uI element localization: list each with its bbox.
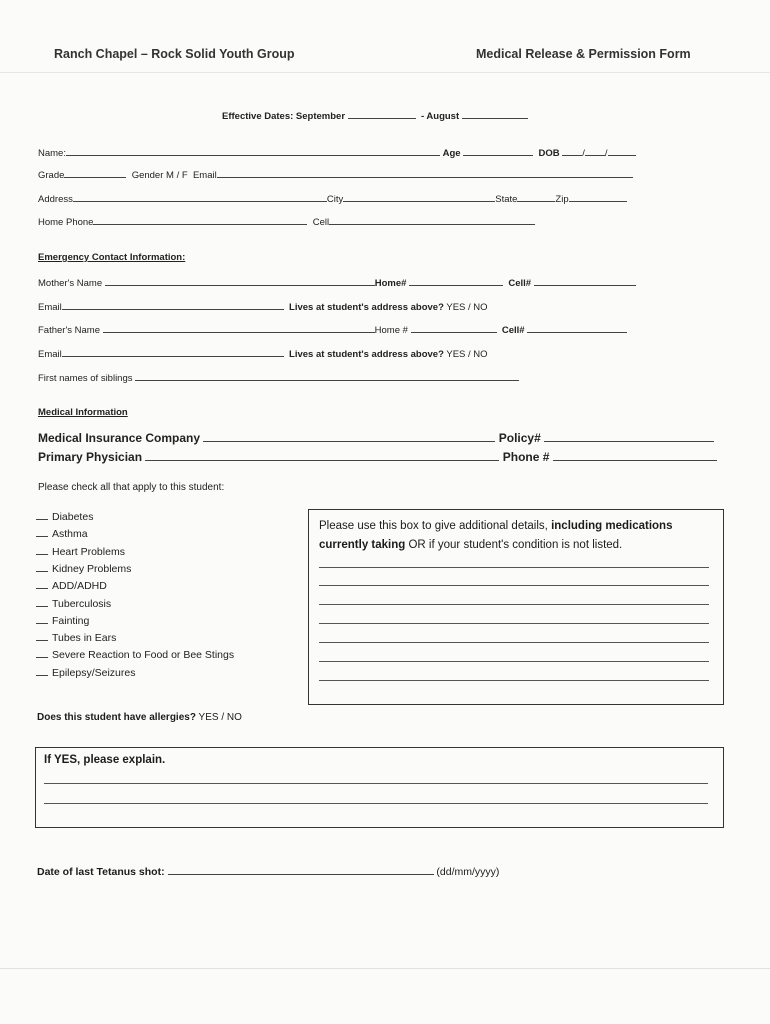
condition-item bbox=[36, 648, 234, 661]
father-email-field[interactable] bbox=[62, 347, 284, 357]
condition-item bbox=[36, 614, 89, 627]
father-row bbox=[38, 323, 627, 336]
scan-fold-line bbox=[0, 968, 770, 969]
details-text-4: OR if your student's condition is not listed. bbox=[408, 539, 623, 551]
allergy-line[interactable] bbox=[44, 803, 708, 804]
siblings-row bbox=[38, 371, 519, 384]
condition-label: Diabetes bbox=[52, 511, 94, 523]
condition-checkbox[interactable] bbox=[36, 631, 48, 641]
details-box-instructions bbox=[319, 517, 715, 555]
details-line[interactable] bbox=[319, 604, 709, 605]
allergy-line[interactable] bbox=[44, 783, 708, 784]
grade-field[interactable] bbox=[64, 168, 126, 178]
condition-item bbox=[36, 666, 135, 679]
condition-checkbox[interactable] bbox=[36, 562, 48, 572]
mother-name-field[interactable] bbox=[105, 276, 375, 286]
address-row bbox=[38, 192, 627, 205]
father-cell-field[interactable] bbox=[527, 323, 627, 333]
mother-email-row bbox=[38, 300, 488, 313]
state-label: State bbox=[495, 194, 518, 205]
zip-label: Zip bbox=[555, 194, 569, 205]
city-field[interactable] bbox=[343, 192, 495, 202]
details-line[interactable] bbox=[319, 623, 709, 624]
dob-label: DOB bbox=[538, 148, 560, 159]
details-line[interactable] bbox=[319, 661, 709, 662]
phone-label: Phone # bbox=[502, 450, 550, 464]
condition-label: Severe Reaction to Food or Bee Stings bbox=[52, 649, 235, 662]
father-home-field[interactable] bbox=[411, 323, 497, 333]
physician-field[interactable] bbox=[145, 450, 499, 461]
allergy-row bbox=[37, 712, 242, 723]
medical-info-heading: Medical Information bbox=[38, 407, 128, 418]
details-text-2: including medications bbox=[551, 520, 673, 532]
details-line[interactable] bbox=[319, 567, 709, 568]
august-year-field[interactable] bbox=[462, 109, 528, 119]
physician-label: Primary Physician bbox=[38, 450, 143, 464]
emergency-contact-heading: Emergency Contact Information: bbox=[38, 252, 186, 263]
state-field[interactable] bbox=[517, 192, 555, 202]
tetanus-label: Date of last Tetanus shot: bbox=[37, 866, 165, 878]
mother-cell-label: Cell# bbox=[508, 278, 532, 289]
allergy-explain-box[interactable] bbox=[35, 747, 724, 828]
name-row bbox=[38, 146, 636, 159]
dob-separator-1: / bbox=[582, 148, 585, 159]
condition-checkbox[interactable] bbox=[36, 666, 48, 676]
dob-separator-2: / bbox=[604, 148, 608, 159]
condition-label: Asthma bbox=[52, 528, 88, 541]
effective-dates-label: Effective Dates: September bbox=[222, 111, 346, 122]
details-line[interactable] bbox=[319, 642, 709, 643]
condition-label: Epilepsy/Seizures bbox=[52, 666, 136, 679]
condition-item bbox=[36, 510, 93, 523]
father-cell-label: Cell# bbox=[501, 325, 525, 336]
condition-item bbox=[36, 579, 107, 592]
tetanus-format: (dd/mm/yyyy) bbox=[436, 866, 500, 878]
zip-field[interactable] bbox=[569, 192, 627, 202]
condition-label: Kidney Problems bbox=[52, 562, 132, 575]
allergy-explain-label: If YES, please explain. bbox=[44, 754, 166, 766]
dob-year-field[interactable] bbox=[608, 146, 636, 156]
city-label: City bbox=[326, 194, 344, 205]
details-line[interactable] bbox=[319, 585, 709, 586]
tetanus-row bbox=[37, 864, 499, 878]
details-line[interactable] bbox=[319, 680, 709, 681]
father-email-row bbox=[38, 347, 488, 360]
condition-label: Tubes in Ears bbox=[52, 632, 117, 645]
name-field[interactable] bbox=[66, 146, 440, 156]
father-lives-yes-no[interactable]: YES / NO bbox=[446, 349, 488, 360]
name-label: Name: bbox=[38, 148, 66, 159]
additional-details-box[interactable] bbox=[308, 509, 724, 705]
check-instruction: Please check all that apply to this student: bbox=[38, 482, 225, 493]
condition-checkbox[interactable] bbox=[36, 614, 48, 624]
condition-label: Tuberculosis bbox=[52, 597, 112, 610]
condition-checkbox[interactable] bbox=[36, 527, 48, 537]
physician-row bbox=[38, 450, 717, 464]
scan-fold-line bbox=[0, 72, 770, 73]
mother-home-field[interactable] bbox=[409, 276, 503, 286]
dob-month-field[interactable] bbox=[562, 146, 582, 156]
grade-row bbox=[38, 168, 633, 181]
mother-lives-yes-no[interactable]: YES / NO bbox=[446, 302, 488, 313]
mother-home-label: Home# bbox=[374, 278, 407, 289]
phone-row bbox=[38, 215, 535, 228]
father-home-label: Home # bbox=[374, 325, 408, 336]
allergy-yes-no[interactable]: YES / NO bbox=[198, 712, 242, 723]
insurance-label: Medical Insurance Company bbox=[38, 431, 201, 445]
siblings-field[interactable] bbox=[135, 371, 519, 381]
gender-label[interactable]: Gender M / F bbox=[131, 170, 188, 181]
condition-checkbox[interactable] bbox=[36, 579, 48, 589]
cell-label: Cell bbox=[312, 217, 330, 228]
condition-label: Fainting bbox=[52, 614, 90, 627]
address-label: Address bbox=[38, 194, 73, 205]
form-title: Medical Release & Permission Form bbox=[476, 47, 691, 61]
home-phone-label: Home Phone bbox=[38, 217, 94, 228]
condition-label: ADD/ADHD bbox=[52, 580, 107, 593]
condition-checkbox[interactable] bbox=[36, 597, 48, 607]
tetanus-date-field[interactable] bbox=[168, 864, 434, 875]
age-label: Age bbox=[442, 148, 461, 159]
condition-item bbox=[36, 597, 111, 610]
father-name-label: Father's Name bbox=[38, 325, 101, 336]
mother-row bbox=[38, 276, 636, 289]
condition-item bbox=[36, 527, 88, 540]
insurance-field[interactable] bbox=[203, 431, 495, 442]
address-field[interactable] bbox=[73, 192, 327, 202]
mother-email-field[interactable] bbox=[62, 300, 284, 310]
insurance-row bbox=[38, 431, 714, 445]
dob-day-field[interactable] bbox=[585, 146, 605, 156]
siblings-label: First names of siblings bbox=[38, 373, 133, 384]
details-text-1: Please use this box to give additional details, bbox=[319, 520, 548, 532]
condition-item bbox=[36, 545, 125, 558]
father-email-label: Email bbox=[38, 349, 62, 360]
email-label: Email bbox=[192, 170, 217, 181]
condition-checkbox[interactable] bbox=[36, 648, 48, 658]
condition-checkbox[interactable] bbox=[36, 545, 48, 555]
august-label: - August bbox=[420, 111, 460, 122]
condition-item bbox=[36, 631, 116, 644]
mother-name-label: Mother's Name bbox=[38, 278, 103, 289]
church-group-title: Ranch Chapel – Rock Solid Youth Group bbox=[54, 47, 295, 61]
condition-label: Heart Problems bbox=[52, 545, 125, 558]
mother-lives-label: Lives at student's address above? bbox=[289, 302, 444, 313]
physician-phone-field[interactable] bbox=[553, 450, 717, 461]
age-field[interactable] bbox=[463, 146, 533, 156]
father-lives-label: Lives at student's address above? bbox=[289, 349, 444, 360]
condition-checkbox[interactable] bbox=[36, 510, 48, 520]
policy-field[interactable] bbox=[544, 431, 714, 442]
cell-field[interactable] bbox=[329, 215, 535, 225]
home-phone-field[interactable] bbox=[93, 215, 307, 225]
allergy-question: Does this student have allergies? bbox=[37, 712, 196, 723]
father-name-field[interactable] bbox=[103, 323, 375, 333]
policy-label: Policy# bbox=[498, 431, 541, 445]
condition-item bbox=[36, 562, 131, 575]
details-text-3: currently taking bbox=[319, 539, 406, 551]
mother-email-label: Email bbox=[38, 302, 62, 313]
email-field[interactable] bbox=[217, 168, 633, 178]
mother-cell-field[interactable] bbox=[534, 276, 636, 286]
grade-label: Grade bbox=[38, 170, 65, 181]
september-year-field[interactable] bbox=[348, 109, 416, 119]
effective-dates-row bbox=[222, 109, 528, 122]
